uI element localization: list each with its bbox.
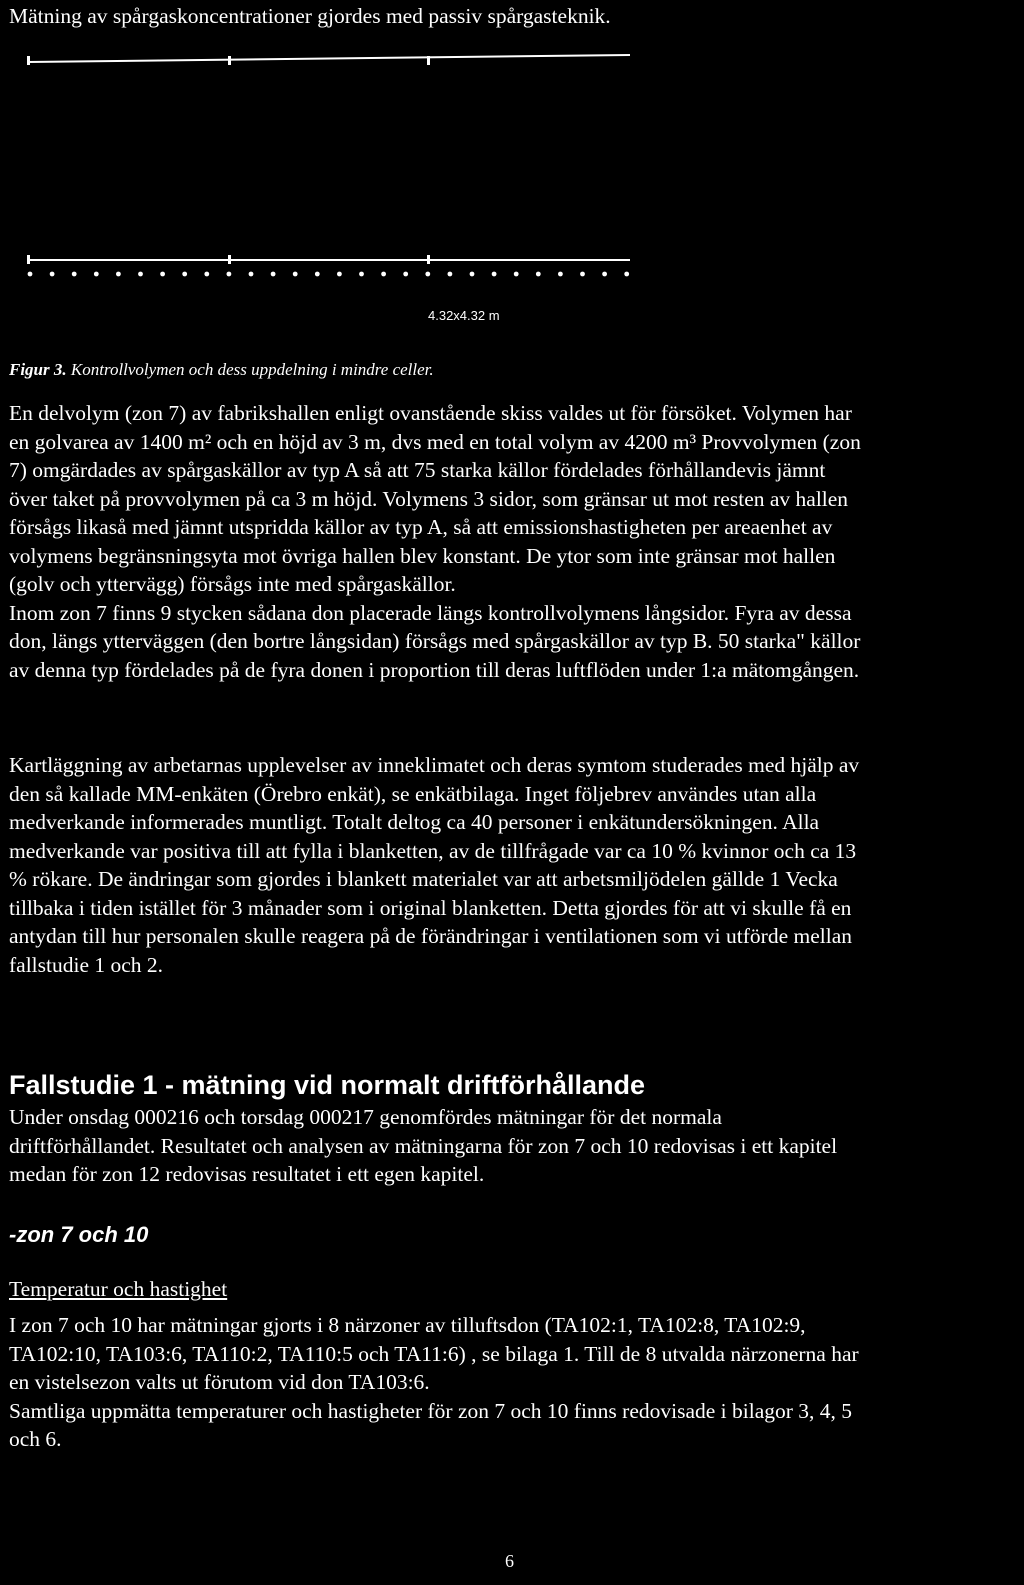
figure-top-line bbox=[28, 55, 630, 62]
figure-dot bbox=[403, 272, 408, 277]
figure-dot bbox=[138, 272, 143, 277]
subheading-temperature: Temperatur och hastighet bbox=[9, 1277, 228, 1301]
text-line: don, längs ytterväggen (den bortre långsidan) försågs med spårgaskällor av typ B. 50 starka" källor bbox=[9, 629, 861, 653]
figure-dot-row bbox=[28, 272, 630, 277]
text-line: av denna typ fördelades på de fyra donen i proportion till deras luftflöden under 1:a mätomgången. bbox=[9, 657, 860, 682]
text-line: en golvarea av 1400 m² och en höjd av 3 m, dvs med en total volym av 4200 m³ Provvolymen (zon bbox=[9, 429, 861, 454]
text-line: volymens begränsningsyta mot övriga hallen blev konstant. De ytor som inte gränsar mot hallen bbox=[9, 543, 836, 568]
text-line: fallstudie 1 och 2. bbox=[9, 952, 164, 977]
text-line: Under onsdag 000216 och torsdag 000217 genomfördes mätningar för det normala bbox=[9, 1105, 722, 1129]
paragraph-zone7-sources bbox=[9, 399, 1021, 684]
figure-dot bbox=[271, 272, 276, 277]
text-line: (golv och yttervägg) försågs inte med spårgaskällor. bbox=[9, 572, 456, 596]
figure-dot bbox=[536, 272, 541, 277]
figure-dot bbox=[50, 272, 55, 277]
figure-dot bbox=[602, 272, 607, 277]
text-line: En delvolym (zon 7) av fabrikshallen enligt ovanstående skiss valdes ut för försöket. Volymen har bbox=[9, 401, 852, 425]
text-line: tillbaka i tiden istället för 3 månader som i original blanketten. Detta gjordes för att vi skulle få en bbox=[9, 895, 852, 920]
text-line: antydan till hur personalen skulle reagera på de förändringar i ventilationen som vi utförde mellan bbox=[9, 924, 852, 948]
figure-dot bbox=[315, 272, 320, 277]
figure-dot bbox=[160, 272, 165, 277]
figure-dot bbox=[448, 272, 453, 277]
figure-caption-label: Figur 3. bbox=[9, 360, 67, 379]
figure-dot bbox=[227, 272, 232, 277]
text-line: och 6. bbox=[9, 1427, 62, 1451]
text-line: Kartläggning av arbetarnas upplevelser av inneklimatet och deras symtom studerades med hjälp av bbox=[9, 753, 860, 777]
figure-top-tick bbox=[427, 56, 430, 65]
figure-dot bbox=[514, 272, 519, 277]
text-line: TA102:10, TA103:6, TA110:2, TA110:5 och TA11:6) , se bilaga 1. Till de 8 utvalda närzonerna har bbox=[9, 1341, 859, 1366]
text-line: medverkande informerades muntligt. Totalt deltog ca 40 personer i enkätundersökningen. Alla bbox=[9, 810, 820, 834]
figure-dot bbox=[425, 272, 430, 277]
figure-bottom-tick bbox=[228, 255, 231, 264]
text-line: driftförhållandet. Resultatet och analysen av mätningarna för zon 7 och 10 redovisas i ett kapitel bbox=[9, 1133, 838, 1158]
text-line: en vistelsezon valts ut förutom vid don TA103:6. bbox=[9, 1370, 430, 1394]
figure-dot bbox=[249, 272, 254, 277]
figure-dot bbox=[293, 272, 298, 277]
figure-top-tick bbox=[27, 56, 30, 65]
figure-dot bbox=[337, 272, 342, 277]
figure-dot bbox=[28, 272, 33, 277]
text-line: Samtliga uppmätta temperaturer och hastigheter för zon 7 och 10 finns redovisade i bilagor 3, 4, 5 bbox=[9, 1398, 853, 1423]
control-volume-figure bbox=[0, 0, 1024, 300]
figure-dot bbox=[116, 272, 121, 277]
figure-dot bbox=[94, 272, 99, 277]
figure-dot bbox=[359, 272, 364, 277]
text-line: den så kallade MM-enkäten (Örebro enkät), se enkätbilaga. Inget följebrev användes utan alla bbox=[9, 781, 817, 806]
figure-caption bbox=[9, 360, 434, 380]
figure-dot bbox=[624, 272, 629, 277]
heading-zon: -zon 7 och 10 bbox=[9, 1222, 149, 1247]
intro-line: Mätning av spårgaskoncentrationer gjordes med passiv spårgasteknik. bbox=[9, 4, 611, 28]
figure-dot bbox=[182, 272, 187, 277]
figure-bottom-tick bbox=[27, 255, 30, 264]
dimension-label: 4.32x4.32 m bbox=[428, 308, 500, 323]
figure-dot bbox=[204, 272, 209, 277]
page-number: 6 bbox=[505, 1551, 514, 1571]
figure-dot bbox=[470, 272, 475, 277]
text-line: Inom zon 7 finns 9 stycken sådana don placerade längs kontrollvolymens långsidor. Fyra av dessa bbox=[9, 600, 852, 625]
figure-caption-text: Kontrollvolymen och dess uppdelning i mindre celler. bbox=[70, 360, 434, 379]
paragraph-fallstudie bbox=[9, 1103, 1021, 1189]
text-line: medverkande var positiva till att fylla i blanketten, av de tillfrågade var ca 10 % kvinnor och ca 13 bbox=[9, 838, 857, 863]
text-line: försågs likaså med jämnt utspridda källor av typ A, så att emissionshastigheten per areaenhet av bbox=[9, 515, 833, 539]
heading-fallstudie: Fallstudie 1 - mätning vid normalt driftförhållande bbox=[9, 1070, 646, 1100]
paragraph-measurements bbox=[9, 1311, 1021, 1454]
text-line: I zon 7 och 10 har mätningar gjorts i 8 närzoner av tilluftsdon (TA102:1, TA102:8, TA102:9, bbox=[9, 1313, 806, 1337]
figure-dot bbox=[492, 272, 497, 277]
paragraph-survey bbox=[9, 751, 1021, 979]
text-line: % rökare. De ändringar som gjordes i blankett materialet var att arbetsmiljödelen gällde 1 Vecka bbox=[9, 867, 838, 891]
text-line: över taket på provvolymen på ca 3 m höjd. Volymens 3 sidor, som gränsar ut mot resten av hallen bbox=[9, 486, 849, 511]
figure-dot bbox=[558, 272, 563, 277]
text-line: medan för zon 12 redovisas resultatet i ett egen kapitel. bbox=[9, 1162, 485, 1186]
text-line: 7) omgärdades av spårgaskällor av typ A så att 75 starka källor fördelades förhållandevis jämnt bbox=[9, 458, 826, 482]
figure-dot bbox=[580, 272, 585, 277]
figure-top-tick bbox=[228, 56, 231, 65]
figure-dot bbox=[381, 272, 386, 277]
figure-dot bbox=[72, 272, 77, 277]
figure-bottom-tick bbox=[427, 255, 430, 264]
